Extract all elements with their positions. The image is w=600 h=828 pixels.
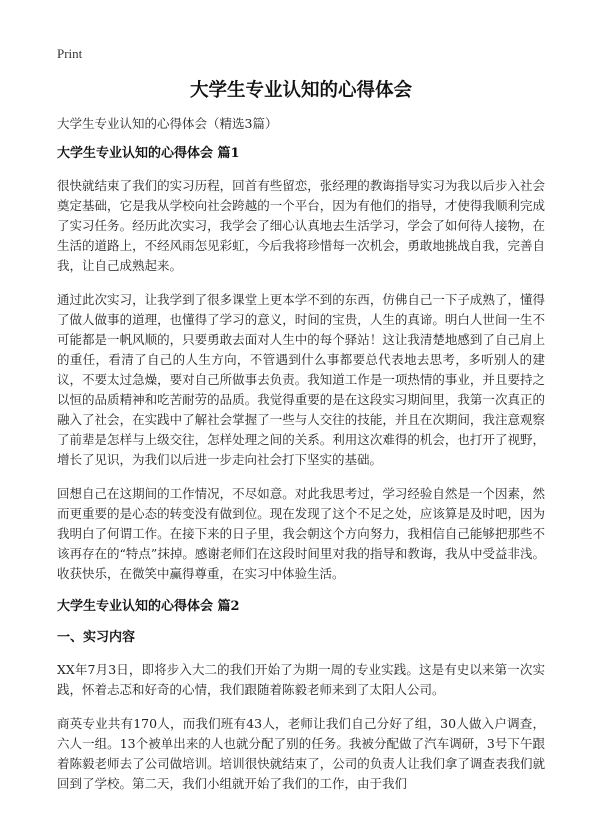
paragraph: 商英专业共有170人，而我们班有43人，老师让我们自己分好了组，30人做入户调查，六人一组。13个被单出来的人也就分配了别的任务。我被分配做了汽车调研，3号下午跟着陈毅老师去了公司做培训。培训很快就结束了，公司的负责人让我们拿了调查表我们就回到了学校。第二天，我们小组就开始了我们的工作，由于我们 — [57, 716, 545, 791]
paragraph: XX年7月3日，即将步入大二的我们开始了为期一周的专业实践。这是有史以来第一次实践，怀着忐忑和好奇的心情，我们跟随着陈毅老师来到了太阳人公司。 — [57, 662, 545, 697]
sub-heading: 一、实习内容 — [57, 630, 136, 645]
document-subtitle: 大学生专业认知的心得体会（精选3篇） — [57, 116, 278, 131]
print-link[interactable]: Print — [57, 46, 83, 61]
paragraph: 很快就结束了我们的实习历程，回首有些留恋，张经理的教诲指导实习为我以后步入社会奠定基础，它是我从学校向社会跨越的一个平台，因为有他们的指导，才使得我顺利完成了实习任务。经历此次实习，我学会了细心认真地去生活学习，学会了如何待人接物，在生活的道路上，不经风雨怎见彩虹，今后我将珍惜每一次机会，勇敢地挑战自我，完善自我，让自己成熟起来。 — [57, 178, 545, 273]
section-title: 大学生专业认知的心得体会 篇2 — [57, 599, 240, 614]
paragraph: 通过此次实习，让我学到了很多课堂上更本学不到的东西，仿佛自己一下子成熟了，懂得了做人做事的道理，也懂得了学习的意义，时间的宝贵，人生的真谛。明白人世间一生不可能都是一帆风顺的，只要勇敢去面对人生中的每个驿站！这让我清楚地感到了自己肩上的重任，看清了自己的人生方向，不管遇到什么事都要总代表地去思考，多听别人的建议，不要太过急燥，要对自己所做事去负责。我知道工作是一项热情的事业，并且要持之以恒的品质精神和吃苦耐劳的品质。我觉得重要的是在这段实习期间里，我第一次真正的融入了社会，在实践中了解社会掌握了一些与人交往的技能，并且在次期间，我注意观察了前辈是怎样与上级交往，怎样处理之间的关系。利用这次难得的机会，也打开了视野，增长了见识，为我们以后进一步走向社会打下坚实的基础。 — [57, 292, 545, 467]
article-section-1 — [57, 145, 545, 584]
section-title: 大学生专业认知的心得体会 篇1 — [57, 146, 240, 161]
paragraph: 回想自己在这期间的工作情况，不尽如意。对此我思考过，学习经验自然是一个因素，然而更重要的是心态的转变没有做到位。现在发现了这个不足之处，应该算是及时吧，因为我明白了何谓工作。在接下来的日子里，我会朝这个方向努力，我相信自己能够把那些不该再存在的“特点”抹掉。感谢老师们在这段时间里对我的指导和教诲，我从中受益非浅。收获快乐，在微笑中赢得尊重，在实习中体验生活。 — [57, 486, 545, 581]
article-section-2 — [57, 598, 545, 794]
document-title: 大学生专业认知的心得体会 — [189, 80, 412, 101]
